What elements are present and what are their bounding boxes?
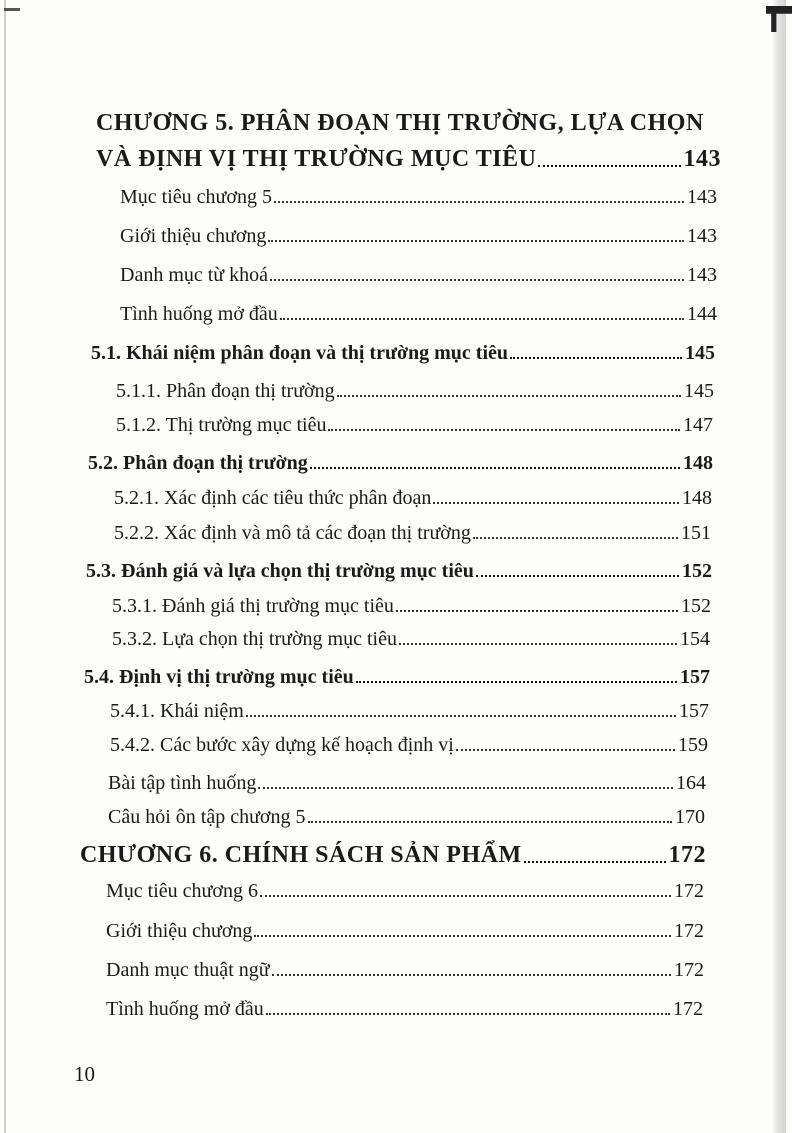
dot-leader (268, 240, 684, 242)
page-number: 144 (687, 303, 717, 325)
page-number: 172 (673, 998, 703, 1020)
toc-entry[interactable] (120, 303, 717, 326)
entry-label: 5.4.2. Các bước xây dựng kế hoạch định vị (110, 734, 454, 756)
toc-subsection[interactable] (114, 487, 712, 510)
entry-label: 5.1.2. Thị trường mục tiêu (116, 414, 327, 436)
section-label: 5.2. Phân đoạn thị trường (88, 452, 308, 474)
page-number: 152 (681, 595, 711, 617)
dot-leader (337, 395, 681, 397)
entry-label: Bài tập tình huống (108, 772, 257, 794)
toc-entry[interactable] (120, 264, 717, 287)
page-number: 172 (668, 842, 706, 868)
section-label: 5.4. Định vị thị trường mục tiêu (84, 666, 354, 688)
dot-leader (274, 201, 684, 203)
toc-entry[interactable] (106, 959, 704, 982)
toc-entry[interactable] (106, 998, 703, 1021)
page-number: 151 (681, 522, 711, 544)
toc-section-5-2[interactable] (88, 452, 713, 475)
page-right-shadow (772, 0, 786, 1133)
toc-subsection[interactable] (110, 700, 709, 723)
dot-leader (254, 935, 671, 937)
dot-leader (456, 749, 675, 751)
toc-entry[interactable] (108, 806, 705, 829)
page-number: 147 (683, 414, 713, 436)
dot-leader (310, 467, 680, 469)
page-number: 145 (685, 342, 715, 364)
toc-entry-chapter-6[interactable] (80, 842, 706, 869)
entry-label: Giới thiệu chương (120, 225, 267, 247)
page-number: 143 (687, 264, 717, 286)
toc-subsection[interactable] (114, 522, 711, 545)
dot-leader (272, 974, 671, 976)
page-number: 152 (682, 560, 712, 582)
page-number: 159 (678, 734, 708, 756)
toc-subsection[interactable] (116, 380, 714, 403)
page-number: 172 (674, 959, 704, 981)
dot-leader (280, 318, 684, 320)
dot-leader (396, 610, 678, 612)
toc-section-5-3[interactable] (86, 560, 712, 583)
section-label: 5.1. Khái niệm phân đoạn và thị trường mục tiêu (91, 342, 509, 364)
entry-label: 5.2.1. Xác định các tiêu thức phân đoạn (114, 487, 432, 509)
page-number: 148 (683, 452, 713, 474)
toc-subsection[interactable] (112, 628, 710, 651)
entry-label: Mục tiêu chương 6 (106, 880, 258, 902)
dot-leader (258, 787, 673, 789)
toc-entry[interactable] (106, 880, 704, 903)
entry-label: Tình huống mở đầu (120, 303, 278, 325)
toc-section-5-4[interactable] (84, 666, 710, 689)
dot-leader (356, 681, 677, 683)
entry-label: Danh mục thuật ngữ (106, 959, 270, 981)
entry-label: 5.2.2. Xác định và mô tả các đoạn thị trường (114, 522, 471, 544)
toc-subsection[interactable] (110, 734, 708, 757)
page-number: 143 (687, 186, 717, 208)
chapter-title: VÀ ĐỊNH VỊ THỊ TRƯỜNG MỤC TIÊU (96, 146, 537, 172)
chapter-5-title-line1 (96, 110, 721, 137)
toc-entry[interactable] (120, 186, 717, 209)
entry-label: 5.4.1. Khái niệm (110, 700, 244, 722)
toc-subsection[interactable] (116, 414, 713, 437)
page-folio: 10 (74, 1062, 95, 1086)
toc-entry[interactable] (108, 772, 706, 795)
entry-label: Tình huống mở đầu (106, 998, 264, 1020)
entry-label: Câu hỏi ôn tập chương 5 (108, 806, 306, 828)
dot-leader (308, 821, 673, 823)
dot-leader (260, 895, 671, 897)
entry-label: 5.3.1. Đánh giá thị trường mục tiêu (112, 595, 394, 617)
page-number: 157 (679, 700, 709, 722)
toc-entry[interactable] (106, 920, 704, 943)
entry-label: 5.3.2. Lựa chọn thị trường mục tiêu (112, 628, 397, 650)
page-number: 157 (680, 666, 710, 688)
page-number: 172 (674, 920, 704, 942)
dot-leader (328, 429, 680, 431)
entry-label: 5.1.1. Phân đoạn thị trường (116, 380, 335, 402)
toc-entry[interactable] (120, 225, 717, 248)
dot-leader (266, 1013, 670, 1015)
page-number: 154 (680, 628, 710, 650)
dot-leader (538, 165, 680, 167)
toc-entry-chapter-5[interactable] (96, 146, 721, 173)
entry-label: Giới thiệu chương (106, 920, 253, 942)
dot-leader (524, 861, 666, 863)
dot-leader (476, 575, 679, 577)
dot-leader (246, 715, 676, 717)
page-left-edge (4, 0, 6, 1133)
dot-leader (270, 279, 684, 281)
toc-section-5-1[interactable] (91, 342, 715, 365)
chapter-title: CHƯƠNG 5. PHÂN ĐOẠN THỊ TRƯỜNG, LỰA CHỌN (96, 110, 704, 136)
page-number: 164 (676, 772, 706, 794)
dot-leader (510, 357, 682, 359)
dot-leader (433, 502, 679, 504)
entry-label: Danh mục từ khoá (120, 264, 269, 286)
page-number: 170 (675, 806, 705, 828)
page-number: 143 (683, 146, 721, 172)
dot-leader (399, 643, 677, 645)
toc-subsection[interactable] (112, 595, 711, 618)
chapter-title: CHƯƠNG 6. CHÍNH SÁCH SẢN PHẨM (80, 842, 522, 868)
section-label: 5.3. Đánh giá và lựa chọn thị trường mục tiêu (86, 560, 474, 582)
page-number: 145 (684, 380, 714, 402)
page-corner-mark (4, 8, 20, 11)
dot-leader (473, 537, 678, 539)
page-number: 172 (674, 880, 704, 902)
page-number: 148 (682, 487, 712, 509)
entry-label: Mục tiêu chương 5 (120, 186, 272, 208)
page-number: 143 (687, 225, 717, 247)
